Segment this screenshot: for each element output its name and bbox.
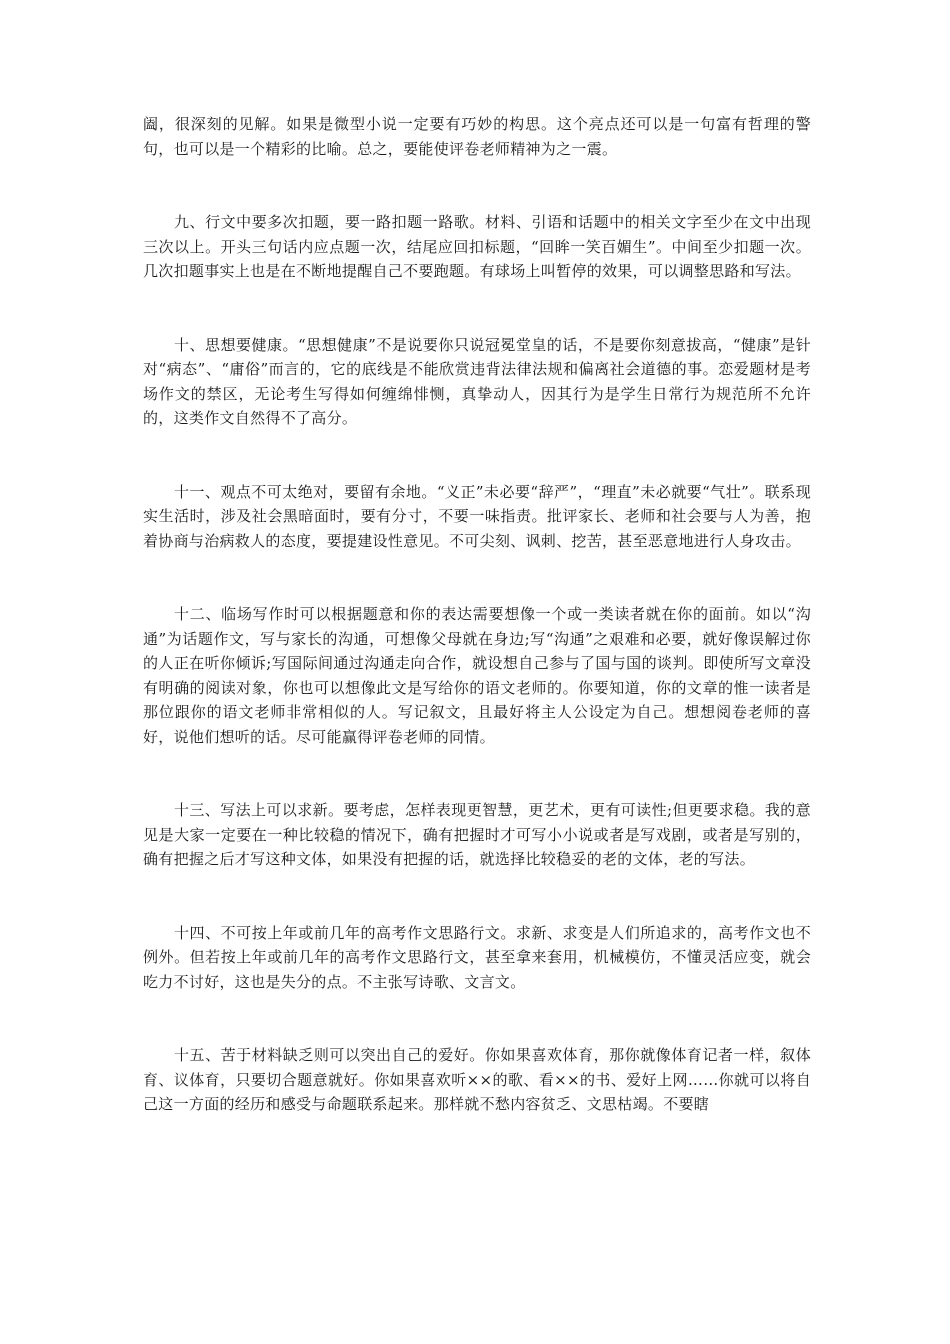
paragraph-gap: [143, 284, 811, 333]
document-body: [143, 112, 811, 1117]
paragraph-item-13: 十三、写法上可以求新。要考虑，怎样表现更智慧，更艺术，更有可读性;但更要求稳。我的意见是大家一定要在一种比较稳的情况下，确有把握时才可写小小说或者是写戏剧，或者是写别的，确有把握之后才写这种文体，如果没有把握的话，就选择比较稳妥的老的文体，老的写法。: [143, 801, 811, 868]
paragraph-gap: [143, 553, 811, 602]
paragraph-gap: [143, 994, 811, 1043]
paragraph-gap: [143, 749, 811, 798]
paragraph-item-12: 十二、临场写作时可以根据题意和你的表达需要想像一个或一类读者就在你的面前。如以“沟通”为话题作文，写与家长的沟通，可想像父母就在身边;写“沟通”之艰难和必要，就好像误解过你的人正在听你倾诉;写国际间通过沟通走向合作，就设想自己参与了国与国的谈判。即使所写文章没有明确的阅读对象，你也可以想像此文是写给你的语文老师的。你要知道，你的文章的惟一读者是那位跟你的语文老师非常相似的人。写记叙文，且最好将主人公设定为自己。想想阅卷老师的喜好，说他们想听的话。尽可能赢得评卷老师的同情。: [143, 605, 811, 746]
paragraph-gap: [143, 431, 811, 480]
paragraph-item-9: 九、行文中要多次扣题，要一路扣题一路歌。材料、引语和话题中的相关文字至少在文中出现三次以上。开头三句话内应点题一次，结尾应回扣标题，“回眸一笑百媚生”。中间至少扣题一次。几次扣题事实上也是在不断地提醒自己不要跑题。有球场上叫暂停的效果，可以调整思路和写法。: [143, 213, 811, 280]
paragraph-gap: [143, 872, 811, 921]
paragraph-item-11: 十一、观点不可太绝对，要留有余地。“义正”未必要“辞严”，“理直”未必就要“气壮”。联系现实生活时，涉及社会黑暗面时，要有分寸，不要一味指责。批评家长、老师和社会要与人为善，抱着协商与治病救人的态度，要提建设性意见。不可尖刻、讽刺、挖苦，甚至恶意地进行人身攻击。: [143, 482, 811, 550]
paragraph-item-15: 十五、苦于材料缺乏则可以突出自己的爱好。你如果喜欢体育，那你就像体育记者一样，叙体育、议体育，只要切合题意就好。你如果喜欢听××的歌、看××的书、爱好上网……你就可以将自己这一方面的经历和感受与命题联系起来。那样就不愁内容贫乏、文思枯竭。不要瞎: [143, 1046, 811, 1113]
paragraph-gap: [143, 161, 811, 210]
paragraph-continuation: 阖，很深刻的见解。如果是微型小说一定要有巧妙的构思。这个亮点还可以是一句富有哲理的警句，也可以是一个精彩的比喻。总之，要能使评卷老师精神为之一震。: [143, 115, 811, 158]
paragraph-item-10: 十、思想要健康。“思想健康”不是说要你只说冠冕堂皇的话，不是要你刻意拔高，“健康”是针对“病态”、“庸俗”而言的，它的底线是不能欣赏违背法律法规和偏离社会道德的事。恋爱题材是考场作文的禁区，无论考生写得如何缠绵悱恻，真挚动人，因其行为是学生日常行为规范所不允许的，这类作文自然得不了高分。: [143, 335, 811, 427]
paragraph-item-14: 十四、不可按上年或前几年的高考作文思路行文。求新、求变是人们所追求的，高考作文也不例外。但若按上年或前几年的高考作文思路行文，甚至拿来套用，机械模仿，不懂灵活应变，就会吃力不讨好，这也是失分的点。不主张写诗歌、文言文。: [143, 923, 811, 991]
